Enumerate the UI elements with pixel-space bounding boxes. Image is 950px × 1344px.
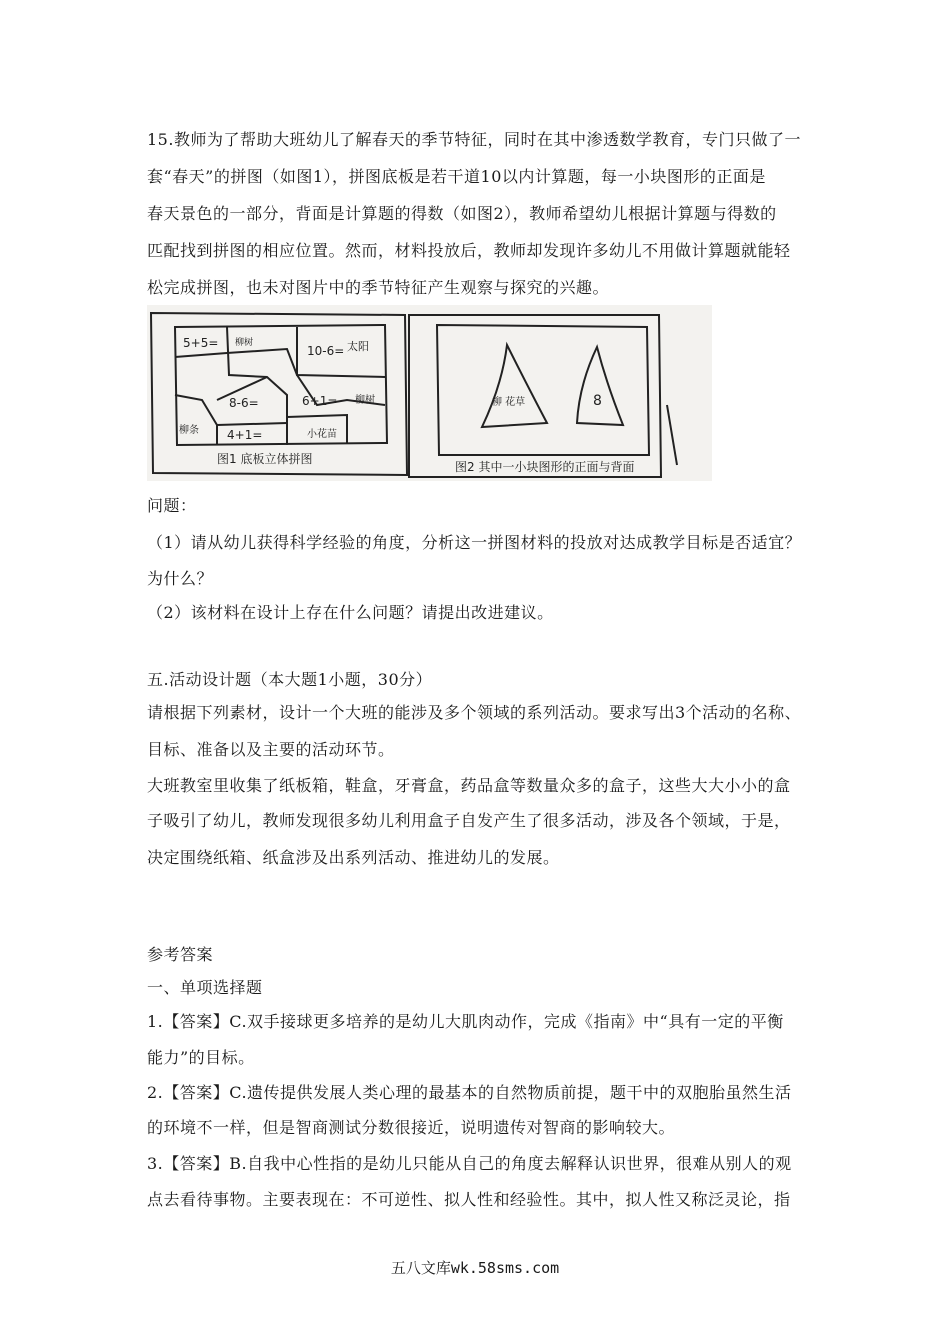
fig1-cell-5: 8-6= (229, 396, 259, 410)
section5-heading: 五.活动设计题（本大题1小题，30分） (147, 670, 433, 689)
section5-line-2: 目标、准备以及主要的活动环节。 (147, 740, 395, 759)
fig2-caption: 图2 其中一小块图形的正面与背面 (455, 460, 635, 474)
answer-line-1: 1.【答案】C.双手接球更多培养的是幼儿大肌肉动作，完成《指南》中“具有一定的平衡 (147, 1012, 784, 1031)
fig1-cell-8: 柳树 (355, 395, 375, 406)
section5-line-4: 子吸引了幼儿，教师发现很多幼儿利用盒子自发产生了很多活动，涉及各个领域，于是， (147, 811, 791, 830)
fig1-cell-9: 4+1= (227, 428, 263, 442)
answer-line-6: 点去看待事物。主要表现在：不可逆性、拟人性和经验性。其中，拟人性又称泛灵论，指 (147, 1190, 791, 1209)
sub-question-1-cont: 为什么？ (147, 569, 214, 588)
fig2-piece-front: 柳 花草 (492, 397, 526, 408)
q15-line-3: 春天景色的一部分，背面是计算题的得数（如图2），教师希望幼儿根据计算题与得数的 (147, 204, 777, 223)
footer-watermark: 五八文库wk.58sms.com (390, 1259, 560, 1277)
fig2-piece-back: 8 (593, 393, 602, 409)
fig1-cell-4: 太阳 (347, 340, 369, 353)
section5-line-1: 请根据下列素材，设计一个大班的能涉及多个领域的系列活动。要求写出3个活动的名称、 (147, 703, 802, 722)
fig1-cell-2: 柳树 (235, 338, 254, 348)
answer-line-2: 能力”的目标。 (147, 1048, 255, 1067)
fig1-cell-7: 6+1= (302, 394, 338, 408)
question-label: 问题： (147, 496, 197, 515)
fig1-cell-10: 小花苗 (307, 429, 337, 440)
fig1-cell-1: 5+5= (183, 336, 219, 350)
answers-subheading: 一、单项选择题 (147, 978, 263, 997)
q15-line-4: 匹配找到拼图的相应位置。然而，材料投放后，教师却发现许多幼儿不用做计算题就能轻 (147, 241, 791, 260)
fig1-cell-3: 10-6= (307, 344, 345, 358)
fig1-caption: 图1 底板立体拼图 (217, 452, 313, 466)
q15-line-5: 松完成拼图，也未对图片中的季节特征产生观察与探究的兴趣。 (147, 278, 610, 297)
sub-question-1: （1）请从幼儿获得科学经验的角度，分析这一拼图材料的投放对达成教学目标是否适宜？ (147, 533, 802, 552)
puzzle-photo (147, 305, 712, 481)
section5-line-5: 决定围绕纸箱、纸盒涉及出系列活动、推进幼儿的发展。 (147, 848, 560, 867)
answers-heading: 参考答案 (147, 945, 214, 964)
answer-line-5: 3.【答案】B.自我中心性指的是幼儿只能从自己的角度去解释认识世界，很难从别人的观 (147, 1154, 792, 1173)
q15-line-1: 15.教师为了帮助大班幼儿了解春天的季节特征，同时在其中渗透数学教育，专门只做了一 (147, 130, 801, 149)
q15-line-2: 套“春天”的拼图（如图1），拼图底板是若干道10以内计算题，每一小块图形的正面是 (147, 167, 766, 186)
sub-question-2: （2）该材料在设计上存在什么问题？请提出改进建议。 (147, 603, 554, 622)
answer-line-3: 2.【答案】C.遗传提供发展人类心理的最基本的自然物质前提，题干中的双胞胎虽然生活 (147, 1083, 792, 1102)
section5-line-3: 大班教室里收集了纸板箱，鞋盒，牙膏盒，药品盒等数量众多的盒子，这些大大小小的盒 (147, 776, 791, 795)
fig2-board (409, 315, 677, 477)
fig1-cell-6: 柳条 (179, 425, 199, 436)
answer-line-4: 的环境不一样，但是智商测试分数很接近，说明遗传对智商的影响较大。 (147, 1118, 676, 1137)
